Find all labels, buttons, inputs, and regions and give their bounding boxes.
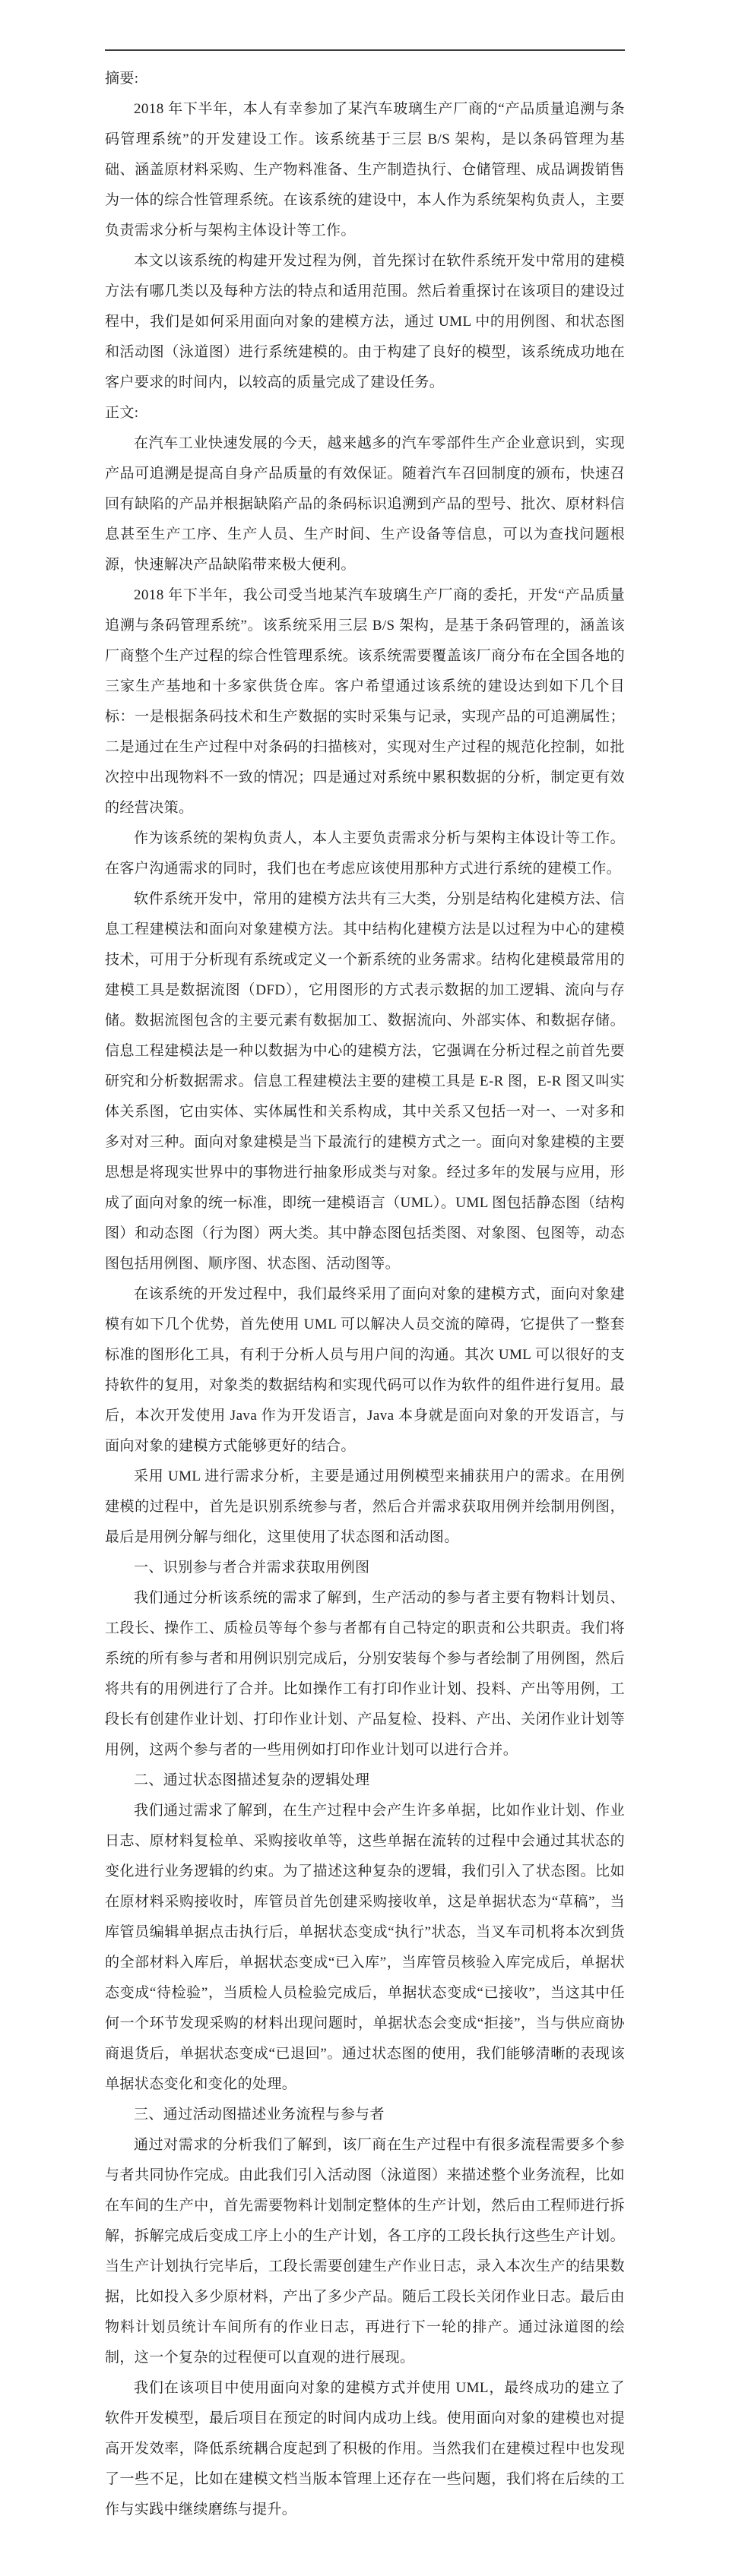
document-page (105, 49, 625, 2525)
abstract-label: 摘要: (105, 71, 139, 87)
section-3-paragraph: 通过对需求的分析我们了解到，该厂商在生产过程中有很多流程需要多个参与者共同协作完成。由此我们引入活动图（泳道图）来描述整个业务流程，比如在车间的生产中，首先需要物料计划制定整体的生产计划，然后由工程师进行拆解，拆解完成后变成工序上小的生产计划，各工序的工段长执行这些生产计划。当生产计划执行完毕后，工段长需要创建生产作业日志，录入本次生产的结果数据，比如投入多少原材料，产出了多少产品。随后工段长关闭作业日志。最后由物料计划员统计车间所有的作业日志，再进行下一轮的排产。通过泳道图的绘制，这一个复杂的过程便可以直观的进行展现。 (105, 2137, 625, 2366)
body-paragraph-5: 在该系统的开发过程中，我们最终采用了面向对象的建模方式，面向对象建模有如下几个优势，首先使用 UML 可以解决人员交流的障碍，它提供了一整套标准的图形化工具，有利于分析人员与用户间的沟通。其次 UML 可以很好的支持软件的复用，对象类的数据结构和实现代码可以作为软件的组件进行复用。最后，本次开发使用 Java 作为开发语言，Java 本身就是面向对象的开发语言，与面向对象的建模方式能够更好的结合。 (105, 1286, 625, 1454)
section-heading-3: 三、通过活动图描述业务流程与参与者 (134, 2107, 385, 2122)
body-paragraph-2: 2018 年下半年，我公司受当地某汽车玻璃生产厂商的委托，开发“产品质量追溯与条码管理系统”。该系统采用三层 B/S 架构，是基于条码管理的，涵盖该厂商整个生产过程的综合性管理系统。该系统需要覆盖该厂商分布在全国各地的三家生产基地和十多家供货仓库。客户希望通过该系统的建设达到如下几个目标：一是根据条码技术和生产数据的实时采集与记录，实现产品的可追溯属性；二是通过在生产过程中对条码的扫描核对，实现对生产过程的规范化控制，如批次控中出现物料不一致的情况；四是通过对系统中累积数据的分析，制定更有效的经营决策。 (105, 587, 625, 816)
conclusion-paragraph: 我们在该项目中使用面向对象的建模方式并使用 UML，最终成功的建立了软件开发模型，最后项目在预定的时间内成功上线。使用面向对象的建模也对提高开发效率，降低系统耦合度起到了积极的作用。当然我们在建模过程中也发现了一些不足，比如在建模文档当版本管理上还存在一些问题，我们将在后续的工作与实践中继续磨练与提升。 (105, 2380, 625, 2518)
section-heading-2: 二、通过状态图描述复杂的逻辑处理 (134, 1772, 370, 1788)
header-rule (105, 49, 625, 51)
body-label: 正文: (105, 405, 139, 421)
abstract-paragraph-1: 2018 年下半年，本人有幸参加了某汽车玻璃生产厂商的“产品质量追溯与条码管理系统”的开发建设工作。该系统基于三层 B/S 架构，是以条码管理为基础、涵盖原材料采购、生产物料准备、生产制造执行、仓储管理、成品调拨销售为一体的综合性管理系统。在该系统的建设中，本人作为系统架构负责人，主要负责需求分析与架构主体设计等工作。 (105, 101, 625, 239)
body-paragraph-3: 作为该系统的架构负责人，本人主要负责需求分析与架构主体设计等工作。在客户沟通需求的同时，我们也在考虑应该使用那种方式进行系统的建模工作。 (105, 830, 625, 877)
section-1-paragraph: 我们通过分析该系统的需求了解到，生产活动的参与者主要有物料计划员、工段长、操作工、质检员等每个参与者都有自己特定的职责和公共职责。我们将系统的所有参与者和用例识别完成后，分别安装每个参与者绘制了用例图，然后将共有的用例进行了合并。比如操作工有打印作业计划、投料、产出等用例，工段长有创建作业计划、打印作业计划、产品复检、投料、产出、关闭作业计划等用例，这两个参与者的一些用例如打印作业计划可以进行合并。 (105, 1590, 625, 1758)
body-paragraph-6: 采用 UML 进行需求分析，主要是通过用例模型来捕获用户的需求。在用例建模的过程中，首先是识别系统参与者，然后合并需求获取用例并绘制用例图，最后是用例分解与细化，这里使用了状态图和活动图。 (105, 1468, 625, 1545)
section-heading-1: 一、识别参与者合并需求获取用例图 (134, 1560, 370, 1576)
body-paragraph-4: 软件系统开发中，常用的建模方法共有三大类，分别是结构化建模方法、信息工程建模法和面向对象建模方法。其中结构化建模方法是以过程为中心的建模技术，可用于分析现有系统或定义一个新系统的业务需求。结构化建模最常用的建模工具是数据流图（DFD），它用图形的方式表示数据的加工逻辑、流向与存储。数据流图包含的主要元素有数据加工、数据流向、外部实体、和数据存储。信息工程建模法是一种以数据为中心的建模方法，它强调在分析过程之前首先要研究和分析数据需求。信息工程建模法主要的建模工具是 E-R 图，E-R 图又叫实体关系图，它由实体、实体属性和关系构成，其中关系又包括一对一、一对多和多对对三种。面向对象建模是当下最流行的建模方式之一。面向对象建模的主要思想是将现实世界中的事物进行抽象形成类与对象。经过多年的发展与应用，形成了面向对象的统一标准，即统一建模语言（UML）。UML 图包括静态图（结构图）和动态图（行为图）两大类。其中静态图包括类图、对象图、包图等，动态图包括用例图、顺序图、状态图、活动图等。 (105, 891, 625, 1272)
section-2-paragraph: 我们通过需求了解到，在生产过程中会产生许多单据，比如作业计划、作业日志、原材料复检单、采购接收单等，这些单据在流转的过程中会通过其状态的变化进行业务逻辑的约束。为了描述这种复杂的逻辑，我们引入了状态图。比如在原材料采购接收时，库管员首先创建采购接收单，这是单据状态为“草稿”，当库管员编辑单据点击执行后，单据状态变成“执行”状态，当叉车司机将本次到货的全部材料入库后，单据状态变成“已入库”，当库管员核验入库完成后，单据状态变成“待检验”，当质检人员检验完成后，单据状态变成“已接收”，当这其中任何一个环节发现采购的材料出现问题时，单据状态会变成“拒接”，当与供应商协商退货后，单据状态变成“已退回”。通过状态图的使用，我们能够清晰的表现该单据状态变化和变化的处理。 (105, 1803, 625, 2092)
body-paragraph-1: 在汽车工业快速发展的今天，越来越多的汽车零部件生产企业意识到，实现产品可追溯是提高自身产品质量的有效保证。随着汽车召回制度的颁布，快速召回有缺陷的产品并根据缺陷产品的条码标识追溯到产品的型号、批次、原材料信息甚至生产工序、生产人员、生产时间、生产设备等信息，可以为查找问题根源，快速解决产品缺陷带来极大便利。 (105, 435, 625, 573)
abstract-paragraph-2: 本文以该系统的构建开发过程为例，首先探讨在软件系统开发中常用的建模方法有哪几类以及每种方法的特点和适用范围。然后着重探讨在该项目的建设过程中，我们是如何采用面向对象的建模方法，通过 UML 中的用例图、和状态图和活动图（泳道图）进行系统建模的。由于构建了良好的模型，该系统成功地在客户要求的时间内，以较高的质量完成了建设任务。 (105, 253, 625, 390)
